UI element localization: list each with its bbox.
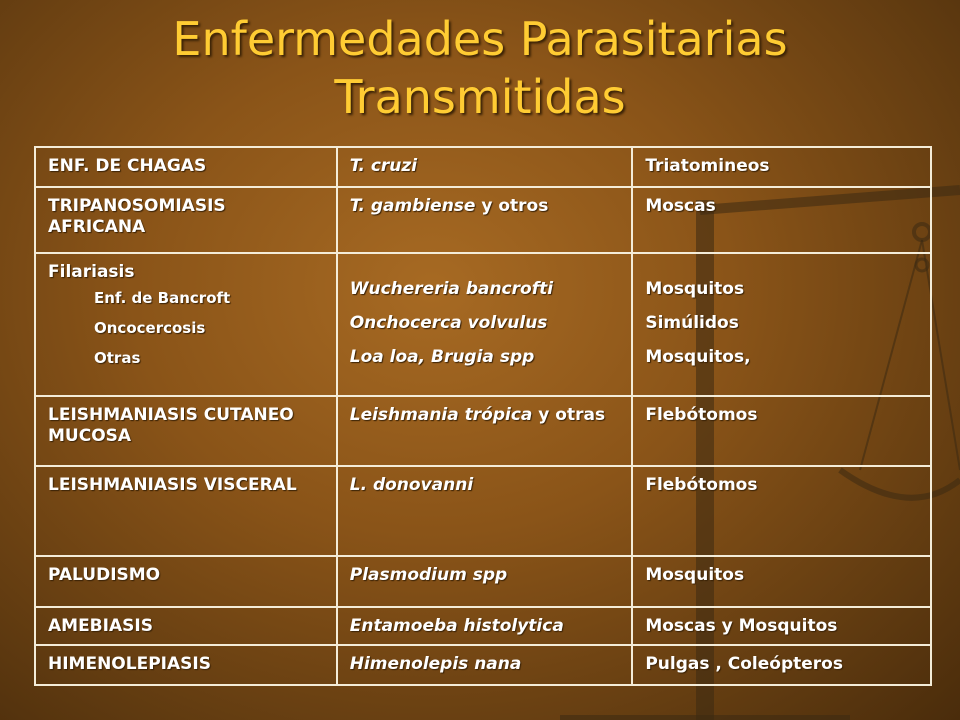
vector-cell (632, 253, 931, 396)
vector-cell: Flebótomos (632, 466, 931, 556)
agent-cell: T. cruzi (337, 147, 633, 187)
disease-cell: LEISHMANIASIS CUTANEO MUCOSA (35, 396, 337, 466)
table-row (35, 187, 931, 253)
vector-cell: Flebótomos (632, 396, 931, 466)
table-row (35, 556, 931, 606)
vector-cell: Triatomineos (632, 147, 931, 187)
disease-cell: AMEBIASIS (35, 607, 337, 645)
agent-cell: Entamoeba histolytica (337, 607, 633, 645)
disease-subtype: Enf. de Bancroft (94, 289, 231, 308)
disease-cell: HIMENOLEPIASIS (35, 645, 337, 685)
slide-title-line1: Enfermedades Parasitarias (172, 12, 788, 66)
disease-cell: TRIPANOSOMIASIS AFRICANA (35, 187, 337, 253)
agent-cell (337, 396, 633, 466)
agent-cell (337, 253, 633, 396)
slide-title (0, 10, 960, 126)
agent-cell: L. donovanni (337, 466, 633, 556)
vector-cell: Pulgas , Coleópteros (632, 645, 931, 685)
vector-cell: Moscas y Mosquitos (632, 607, 931, 645)
disease-name: Filariasis (48, 262, 135, 283)
table-row (35, 645, 931, 685)
vector-name: Mosquitos, (645, 347, 751, 368)
table-row (35, 147, 931, 187)
table-row (35, 466, 931, 556)
disease-cell: LEISHMANIASIS VISCERAL (35, 466, 337, 556)
vector-name: Simúlidos (645, 313, 739, 334)
agent-name: Onchocerca volvulus (349, 313, 548, 334)
slide-title-line2: Transmitidas (334, 70, 626, 124)
table-row (35, 396, 931, 466)
vector-cell: Mosquitos (632, 556, 931, 606)
agent-name: Wuchereria bancrofti (349, 279, 554, 300)
agent-name: Loa loa, Brugia spp (349, 347, 535, 368)
agent-cell (337, 187, 633, 253)
agent-name: T. gambiense (349, 196, 476, 217)
disease-cell (35, 253, 337, 396)
agent-cell: Himenolepis nana (337, 645, 633, 685)
disease-cell: PALUDISMO (35, 556, 337, 606)
disease-subtype: Oncocercosis (94, 319, 206, 338)
agent-suffix: y otras (532, 404, 606, 425)
table-row (35, 607, 931, 645)
parasitic-diseases-table (34, 146, 932, 686)
table-row (35, 253, 931, 396)
disease-subtype: Otras (94, 349, 141, 368)
agent-name: Leishmania trópica (349, 404, 533, 425)
disease-cell: ENF. DE CHAGAS (35, 147, 337, 187)
agent-suffix: y otros (475, 196, 549, 217)
vector-name: Mosquitos (645, 279, 745, 300)
agent-cell: Plasmodium spp (337, 556, 633, 606)
vector-cell: Moscas (632, 187, 931, 253)
